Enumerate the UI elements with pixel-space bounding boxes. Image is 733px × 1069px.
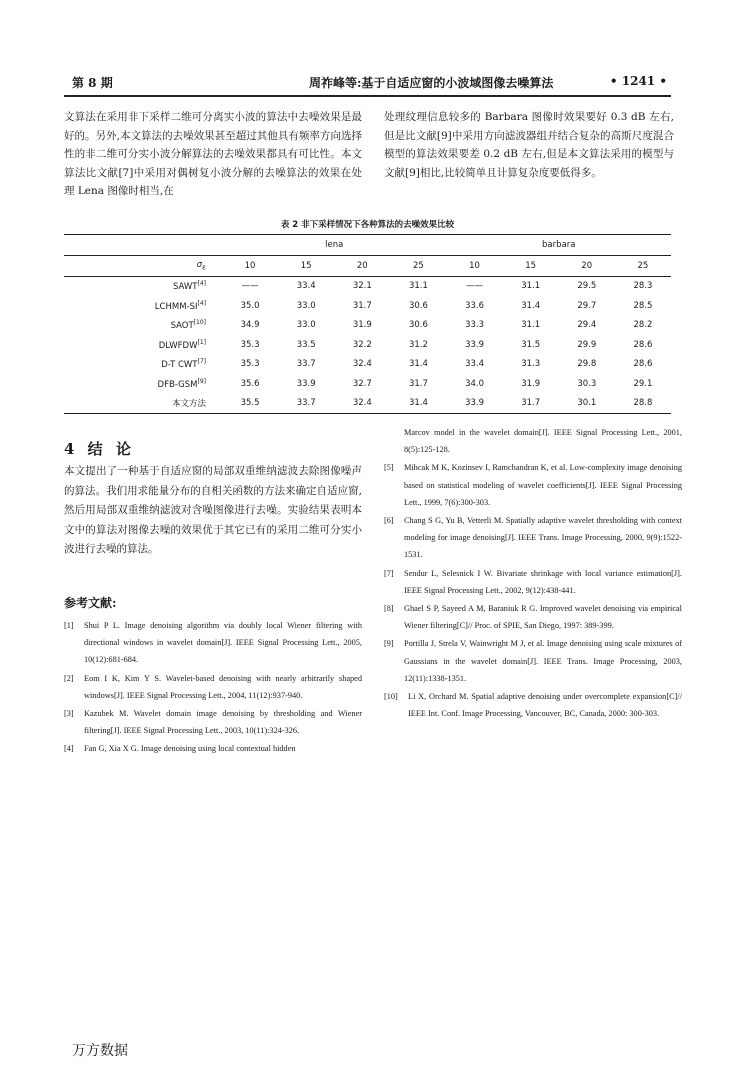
reference-item [64, 740, 362, 757]
table-cell: 33.0 [296, 300, 316, 311]
reference-list-right [384, 424, 682, 723]
sigma-value: 20 [334, 256, 390, 277]
comparison-table [64, 234, 671, 414]
table-cell: 33.7 [296, 359, 316, 370]
group-header-barbara: barbara [447, 235, 672, 256]
sigma-value: 10 [447, 256, 503, 277]
reference-item [384, 688, 682, 722]
table-cell: 35.3 [240, 339, 260, 350]
group-header-lena: lena [222, 235, 447, 256]
running-header [64, 74, 671, 94]
reference-number: [10] [384, 692, 398, 702]
sigma-value: 20 [559, 256, 615, 277]
method-name: LCHMM-SI[4] [154, 299, 206, 312]
reference-text: Fan G, Xia X G. Image denoising using local contextual hidden [84, 744, 296, 754]
method-name: DLWFDW[1] [158, 338, 206, 351]
table-cell: 33.7 [278, 394, 334, 414]
table-cell: 28.3 [633, 281, 653, 292]
table-cell: 31.4 [390, 394, 446, 414]
table-cell: 29.8 [577, 359, 597, 370]
table-cell: 30.6 [408, 300, 428, 311]
running-title: 周祚峰等:基于自适应窗的小波域图像去噪算法 [309, 76, 554, 90]
table-cell: 33.3 [465, 320, 485, 331]
table-cell: 31.7 [503, 394, 559, 414]
body-paragraph-left: 文算法在采用非下采样二维可分离实小波的算法中去噪效果是最好的。另外,本文算法的去噪效果甚至超过其他具有频率方向选择性的非二维可分实小波分解算法的去噪效果都具有可比性。本文算法比文献[7]中采用对偶树复小波分解的去噪算法的效果在处理 Lena 图像时相当,在 [64, 111, 362, 198]
reference-text: Eom I K, Kim Y S. Wavelet-based denoising with nearly arbitrarily shaped windows[J]. IEEE Signal Processing Lett., 2004, 11(12):937-940. [84, 673, 362, 700]
reference-number: [9] [384, 639, 394, 649]
table-cell: 31.7 [352, 300, 372, 311]
table-cell: 32.7 [352, 378, 372, 389]
table-cell: 31.2 [408, 339, 428, 350]
table-cell: 33.9 [296, 378, 316, 389]
reference-item [384, 600, 682, 634]
table-cell: 28.6 [633, 339, 653, 350]
reference-number: [4] [64, 744, 74, 754]
table-cell: 30.3 [577, 378, 597, 389]
reference-number: [1] [64, 621, 74, 630]
table-caption: 表 2 非下采样情况下各种算法的去噪效果比较 [280, 220, 455, 230]
table-cell: 30.6 [408, 320, 428, 331]
table-cell: 35.5 [222, 394, 278, 414]
method-name: SAWT[4] [173, 280, 206, 293]
reference-item [384, 565, 682, 599]
table-row [64, 374, 671, 394]
reference-item [64, 617, 362, 669]
reference-text: Chang S G, Yu B, Vetterli M. Spatially adaptive wavelet thresholding with context modeling for image denoising[J]. IEEE Trans. Image Processing, 2000, 9(9):1522-1531. [404, 516, 682, 560]
watermark-text: 万方数据 [72, 1043, 128, 1059]
reference-list-left [64, 617, 362, 759]
reference-number: [5] [384, 463, 394, 473]
reference-number: [3] [64, 709, 74, 719]
sigma-value: 15 [503, 256, 559, 277]
table-row [64, 355, 671, 375]
method-name: DFB-GSM[9] [157, 377, 206, 390]
table-cell: 34.9 [240, 320, 260, 331]
method-name: D-T CWT[7] [161, 358, 206, 371]
method-name: 本文方法 [64, 394, 222, 414]
table-cell: 29.5 [577, 281, 597, 292]
reference-item [384, 635, 682, 687]
table-cell: 28.2 [633, 320, 653, 331]
table-cell: 31.1 [408, 281, 428, 292]
reference-text: Sendur L, Selesnick I W. Bivariate shrinkage with local variance estimation[J]. IEEE Signal Processing Lett., 2002, 9(12):438-441. [404, 568, 682, 595]
table-cell: 30.1 [559, 394, 615, 414]
table-cell: 33.0 [296, 320, 316, 331]
citation-ref: [4] [197, 280, 206, 288]
table-cell: 29.4 [577, 320, 597, 331]
table-cell: 28.6 [633, 359, 653, 370]
reference-item [384, 512, 682, 564]
table-cell: 31.4 [521, 300, 541, 311]
citation-ref: [4] [197, 299, 206, 307]
table-cell: 33.5 [296, 339, 316, 350]
method-name: SAOT[10] [170, 319, 206, 332]
table-cell: 32.4 [352, 359, 372, 370]
table-cell: 31.1 [521, 281, 541, 292]
table-cell: 33.9 [465, 339, 485, 350]
citation-ref: [10] [193, 319, 206, 327]
table-cell: 35.0 [240, 300, 260, 311]
reference-number: [7] [384, 568, 394, 578]
table-cell: 35.6 [240, 378, 260, 389]
issue-number: 第 8 期 [72, 76, 113, 90]
table-cell: 31.7 [408, 378, 428, 389]
reference-text: Ghael S P, Sayeed A M, Baraniuk R G. Improved wavelet denoising via empirical Wiener filtering[C]// Proc. of SPIE, San Diego, 1997: 389-399. [404, 604, 682, 631]
table-cell: 31.5 [521, 339, 541, 350]
reference-text: Kazubek M. Wavelet domain image denoising by thresholding and Wiener filtering[J]. IEEE Signal Processing Lett., 2003, 10(11):324-326. [84, 709, 362, 736]
table-cell: 29.9 [577, 339, 597, 350]
table-corner-cell [64, 235, 222, 256]
table-cell: 28.8 [615, 394, 671, 414]
sigma-label: $\sigma_\varepsilon$ [64, 256, 222, 277]
sigma-value: 25 [390, 256, 446, 277]
table-row [64, 296, 671, 316]
table-row [64, 394, 671, 414]
citation-ref: [9] [197, 377, 206, 385]
table-cell: 32.4 [334, 394, 390, 414]
citation-ref: [7] [197, 358, 206, 366]
table-cell: 33.4 [465, 359, 485, 370]
body-paragraph-right: 处理纹理信息较多的 Barbara 图像时效果要好 0.3 dB 左右,但是比文献[9]中采用方向滤波器组并结合复杂的高斯尺度混合模型的算法效果要差 0.2 dB 左右,但是本文算法采用的模型与文献[9]相比,比较简单且计算复杂度要低得多。 [384, 111, 674, 179]
citation-ref: [1] [197, 338, 206, 346]
reference-item [384, 459, 682, 511]
section-heading-conclusion: 4 结 论 [64, 440, 135, 458]
table-cell: 32.2 [352, 339, 372, 350]
table-cell: 31.1 [521, 320, 541, 331]
reference-text: Shui P L. Image denoising algorithm via doubly local Wiener filtering with directional windows in wavelet domain[J]. IEEE Signal Processing Lett., 2005, 10(12):681-684. [84, 621, 362, 665]
table-cell: 33.6 [465, 300, 485, 311]
table-cell: 31.9 [521, 378, 541, 389]
table-cell: 31.9 [352, 320, 372, 331]
sigma-header-row [64, 256, 671, 277]
page-number: • 1241 • [609, 74, 667, 88]
table-cell: 31.3 [521, 359, 541, 370]
header-rule [64, 95, 671, 97]
table-row [64, 276, 671, 296]
reference-item [64, 670, 362, 704]
table-row [64, 335, 671, 355]
sigma-value: 15 [278, 256, 334, 277]
reference-text: Li X, Orchard M. Spatial adaptive denoising under overcomplete expansion[C]// IEEE Int. Conf. Image Processing, Vancouver, BC, Canada, 2000: 300-303. [408, 692, 682, 719]
table-cell: 28.5 [633, 300, 653, 311]
table-cell: 33.4 [296, 281, 316, 292]
conclusion-paragraph: 本文提出了一种基于自适应窗的局部双重维纳滤波去除图像噪声的算法。我们用求能量分布的自相关函数的方法来确定自适应窗,然后用局部双重维纳滤波对含噪图像进行去噪。实验结果表明本文中的算法对图像去噪的效果优于其它已有的采用二维可分实小波进行去噪的算法。 [64, 465, 362, 555]
table-cell: —— [466, 281, 484, 292]
table-cell: 33.9 [447, 394, 503, 414]
table-cell: 31.4 [408, 359, 428, 370]
table-row [64, 316, 671, 336]
table-cell: 35.3 [240, 359, 260, 370]
reference-number: [2] [64, 673, 74, 683]
table-cell: 29.1 [633, 378, 653, 389]
reference-continuation: Marcov model in the wavelet domain[J]. IEEE Signal Processing Lett., 2001, 8(5):125-128. [404, 428, 682, 455]
sigma-value: 10 [222, 256, 278, 277]
table-group-header-row [64, 235, 671, 256]
references-heading: 参考文献: [64, 596, 117, 610]
reference-number: [8] [384, 604, 394, 614]
reference-number: [6] [384, 516, 394, 526]
table-cell: 29.7 [577, 300, 597, 311]
table-cell: 32.1 [352, 281, 372, 292]
reference-text: Mihcak M K, Kozinsev I, Ramchandran K, et al. Low-complexity image denoising based on statistical modeling of wavelet coefficients[J]. IEEE Signal Processing Lett., 1999, 7(6):300-303. [404, 463, 682, 507]
reference-item [64, 705, 362, 739]
table-cell: —— [241, 281, 259, 292]
table-cell: 34.0 [465, 378, 485, 389]
sigma-value: 25 [615, 256, 671, 277]
reference-text: Portilla J, Strela V, Wainwright M J, et al. Image denoising using scale mixtures of Gaussians in the wavelet domain[J]. IEEE Trans. Image Processing, 2003, 12(11):1338-1351. [404, 639, 682, 683]
